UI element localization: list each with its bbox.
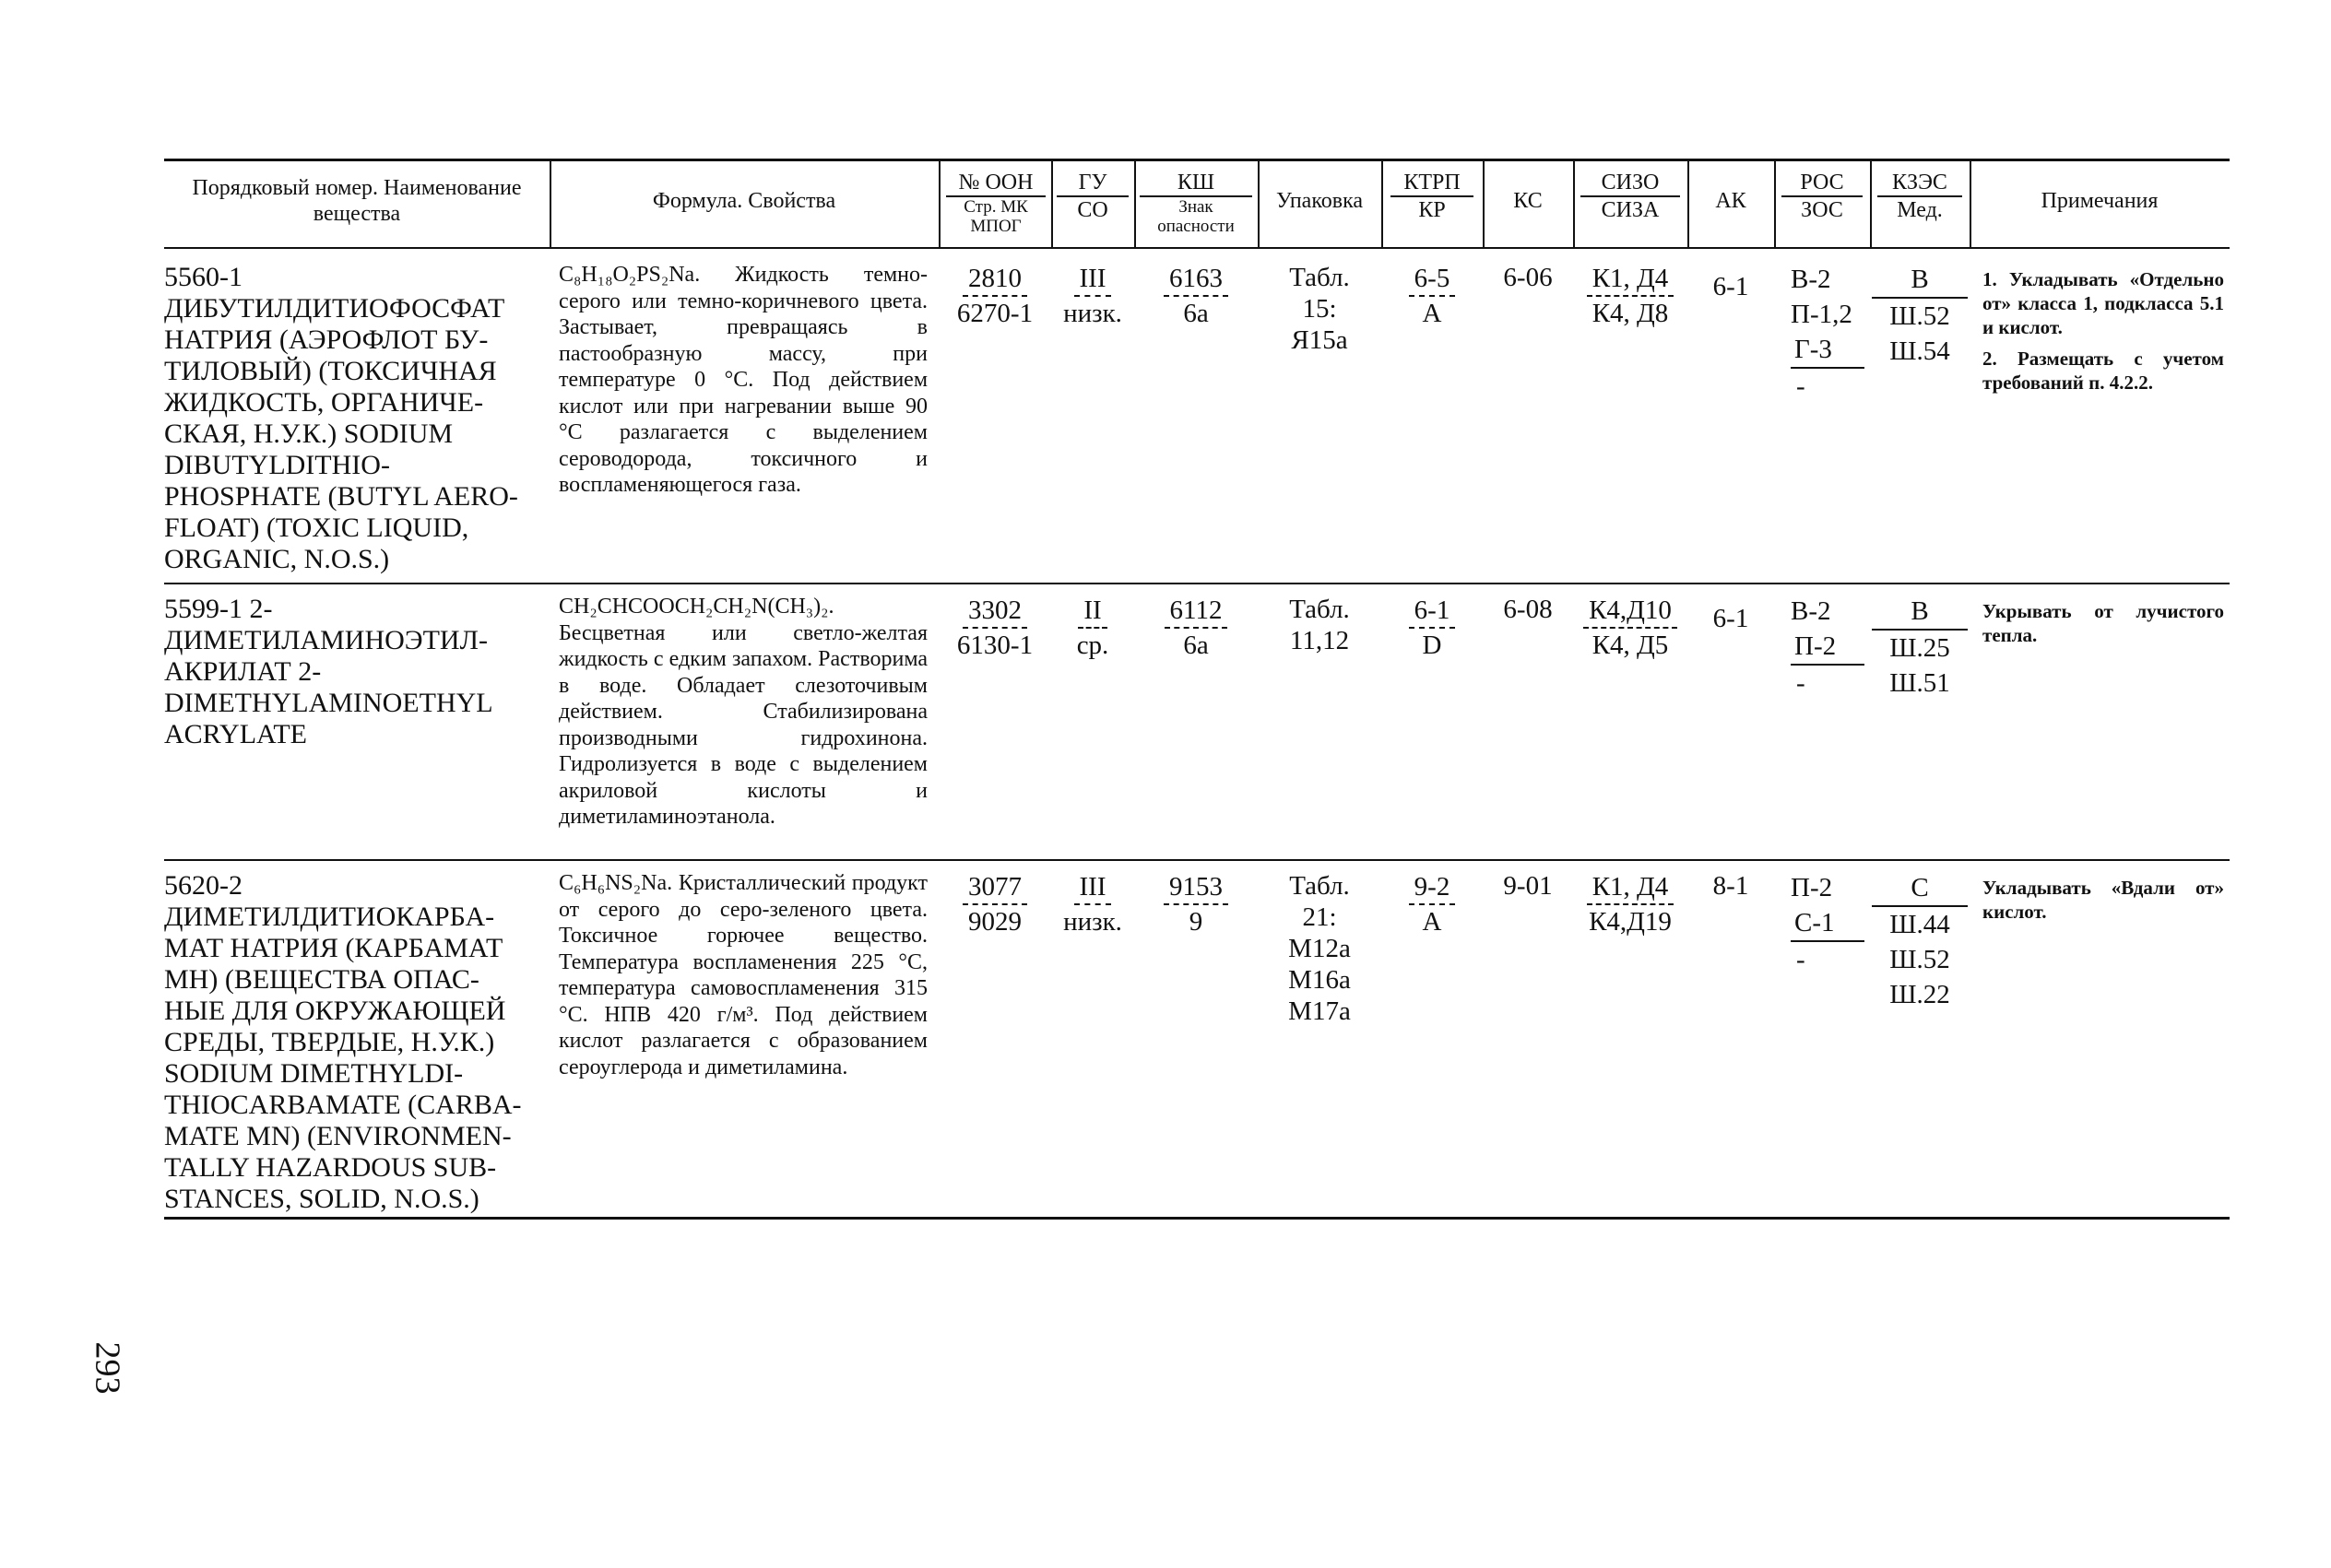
row-2-pack-line: 11,12: [1289, 626, 1350, 655]
row-1-note: 1. Укладывать «Отдельно от» класса 1, подкласса 5.1 и кислот.: [1982, 268, 2224, 338]
row-2-gu-bottom: ср.: [1076, 631, 1109, 660]
row-2-ros-line: П-2: [1791, 629, 1864, 666]
row-2-ros-line: В-2: [1791, 596, 1831, 626]
row-2-kzes-line: В: [1872, 594, 1968, 631]
row-3-pack-line: Табл.: [1289, 871, 1350, 901]
row-3-un: [941, 870, 1049, 938]
row-3-gu-bottom: низк.: [1063, 907, 1122, 937]
row-2-notes: [1982, 599, 2224, 654]
row-1-ros-line: В-2: [1791, 265, 1831, 294]
row-1-pack: [1258, 262, 1381, 356]
row-1-ksh-bottom: 6а: [1183, 299, 1209, 328]
row-3-kzes-line: Ш.52: [1889, 945, 1950, 974]
header-ros: [1781, 170, 1863, 223]
row-3-ros-line: -: [1796, 945, 1805, 974]
header-ktrp-top: КТРП: [1390, 170, 1473, 197]
row-2-ksh: [1134, 594, 1258, 662]
row-2-ak: 6-1: [1712, 604, 1749, 633]
row-3-kzes-line: С: [1872, 870, 1968, 907]
row-2-gu-top: II: [1078, 594, 1106, 629]
row-3-ksh: [1134, 870, 1258, 938]
row-2-name: 5599-1 2-ДИМЕТИЛАМИНОЭТИЛ-АКРИЛАТ 2-DIMETHYLAMINOETHYL ACRYLATE: [164, 594, 492, 749]
header-ks: КС: [1513, 189, 1543, 213]
header-ros-bottom: ЗОС: [1801, 198, 1843, 222]
header-ktrp-bottom: КР: [1418, 198, 1446, 222]
table-top-rule: [164, 159, 2230, 161]
row-1-ros-line: Г-3: [1791, 332, 1864, 369]
row-3-kzes: [1872, 870, 1968, 1012]
row-1-kzes-line: Ш.52: [1889, 301, 1950, 331]
row-1-sizo-top: К1, Д4: [1587, 262, 1674, 297]
row-3-ks: 9-01: [1503, 871, 1553, 901]
row-3-ros: [1791, 870, 1864, 977]
header-bottom-rule: [164, 247, 2230, 249]
column-separator: [1774, 159, 1776, 247]
header-kzes-top: КЗЭС: [1877, 170, 1962, 197]
row-3-pack-line: М16а: [1288, 965, 1351, 995]
row-1-sizo: [1573, 262, 1687, 330]
row-1-ros-line: П-1,2: [1791, 300, 1852, 329]
row-1-un: [941, 262, 1049, 330]
row-3-ktrp-top: 9-2: [1409, 870, 1456, 905]
header-name: Порядковый номер. Наименование вещества: [192, 176, 522, 226]
header-ak: АК: [1715, 189, 1746, 213]
header-un-number: № ООН: [946, 170, 1046, 197]
row-3-pack-line: М12а: [1288, 934, 1351, 963]
row-2-sizo-bottom: К4, Д5: [1591, 631, 1669, 660]
row-2-ktrp-bottom: D: [1422, 631, 1442, 660]
row-3-formula: C₆H₆NS₂Na. Кристаллический продукт от серого до серо-зеленого цвета. Токсичное горючее вещество. Температура воспламенения 225 °С, температура самовоспламенения 315 °С. НПВ 420 г/м³. Под действием кислот разлагается с образованием сероуглерода и диметиламина.: [559, 871, 928, 1079]
row-1-kzes-line: Ш.54: [1889, 336, 1950, 366]
row-3-gu: [1051, 870, 1134, 938]
row-1-sizo-bottom: К4, Д8: [1591, 299, 1669, 328]
row-divider: [164, 583, 2230, 584]
row-2-ksh-bottom: 6а: [1183, 631, 1209, 660]
row-1-ksh: [1134, 262, 1258, 330]
row-1-ktrp-bottom: А: [1422, 299, 1442, 328]
row-3-ktrp-bottom: А: [1422, 907, 1442, 937]
header-sizo: [1580, 170, 1680, 223]
column-separator: [1134, 159, 1136, 247]
row-3-ros-line: П-2: [1791, 873, 1833, 902]
table-bottom-rule: [164, 1217, 2230, 1220]
row-2-sizo-top: К4,Д10: [1583, 594, 1677, 629]
row-2-ros-line: -: [1796, 668, 1805, 698]
row-1-ak: 6-1: [1712, 272, 1749, 301]
row-3-ros-line: С-1: [1791, 905, 1864, 942]
row-3-un-page: 9029: [968, 907, 1022, 937]
header-gu: [1057, 170, 1129, 223]
row-1-un-number: 2810: [963, 262, 1027, 297]
header-un-page: Стр. МК МПОГ: [964, 197, 1028, 236]
row-3-ksh-bottom: 9: [1189, 907, 1203, 937]
row-3-sizo-bottom: К4,Д19: [1589, 907, 1672, 937]
row-divider: [164, 859, 2230, 861]
row-3-notes: [1982, 876, 2224, 931]
header-kzes: [1877, 170, 1962, 223]
header-ksh: [1140, 170, 1252, 236]
row-3-sizo-top: К1, Д4: [1587, 870, 1674, 905]
row-1-gu-bottom: низк.: [1063, 299, 1122, 328]
row-2-note: Укрывать от лучистого тепла.: [1982, 600, 2224, 646]
row-2-pack-line: Табл.: [1289, 595, 1350, 624]
row-1-kzes: [1872, 262, 1968, 369]
header-kzes-bottom: Мед.: [1897, 198, 1943, 222]
column-separator: [939, 159, 941, 247]
header-gu-top: ГУ: [1057, 170, 1129, 197]
header-formula: Формула. Свойства: [652, 189, 836, 213]
row-1-ktrp-top: 6-5: [1409, 262, 1456, 297]
column-separator: [1573, 159, 1575, 247]
row-1-name: 5560-1 ДИБУТИЛДИТИОФОСФАТ НАТРИЯ (АЭРОФЛОТ БУ-ТИЛОВЫЙ) (ТОКСИЧНАЯ ЖИДКОСТЬ, ОРГАНИЧЕ-СКАЯ, Н.У.К.) SODIUM DIBUTYLDITHIO-PHOSPHATE (BUTYL AERO-FLOAT) (TOXIC LIQUID, ORGANIC, N.O.S.): [164, 262, 518, 574]
row-2-ktrp: [1381, 594, 1483, 662]
header-ktrp: [1390, 170, 1473, 223]
row-1-gu: [1051, 262, 1134, 330]
row-3-pack-line: М17а: [1288, 996, 1351, 1026]
row-1-formula: C₈H₁₈O₂PS₂Na. Жидкость темно-серого или темно-коричневого цвета. Застывает, превращаясь в пастообразную массу, при температуре 0 °С. Под действием кислот или при нагревании выше 90 °С разлагается с выделением сероводорода, токсичного и воспламеняющегося газа.: [559, 263, 928, 497]
row-1-un-page: 6270-1: [956, 299, 1034, 328]
row-3-kzes-line: Ш.44: [1889, 910, 1950, 939]
row-3-kzes-line: Ш.22: [1889, 980, 1950, 1009]
row-3-name: 5620-2 ДИМЕТИЛДИТИОКАРБА-МАТ НАТРИЯ (КАРБАМАТ МН) (ВЕЩЕСТВА ОПАС-НЫЕ ДЛЯ ОКРУЖАЮЩЕЙ СРЕДЫ, ТВЕРДЫЕ, Н.У.К.) SODIUM DIMETHYLDI-THIOCARBAMATE (CARBA-MATE MN) (ENVIRONMEN-TALLY HAZARDOUS SUB-STANCES, SOLID, N.O.S.): [164, 870, 522, 1214]
column-separator: [1051, 159, 1053, 247]
header-sizo-top: СИЗО: [1580, 170, 1680, 197]
row-1-notes: [1982, 267, 2224, 402]
row-2-kzes-line: Ш.51: [1889, 668, 1950, 698]
row-2-kzes: [1872, 594, 1968, 701]
row-3-gu-top: III: [1074, 870, 1112, 905]
row-3-note: Укладывать «Вдали от» кислот.: [1982, 877, 2224, 923]
row-1-pack-line: 15:: [1302, 294, 1337, 324]
header-notes: Примечания: [2041, 189, 2159, 213]
header-ros-top: РОС: [1781, 170, 1863, 197]
header-pack: Упаковка: [1275, 189, 1364, 213]
row-3-ak: 8-1: [1712, 871, 1749, 901]
row-3-ktrp: [1381, 870, 1483, 938]
row-1-ros: [1791, 262, 1864, 404]
row-2-sizo: [1573, 594, 1687, 662]
row-1-gu-top: III: [1074, 262, 1112, 297]
header-sizo-bottom: СИЗА: [1601, 198, 1660, 222]
row-1-ktrp: [1381, 262, 1483, 330]
row-3-sizo: [1573, 870, 1687, 938]
row-1-pack-line: Табл.: [1289, 263, 1350, 292]
row-2-ks: 6-08: [1503, 595, 1553, 624]
row-2-un-number: 3302: [963, 594, 1027, 629]
row-2-kzes-line: Ш.25: [1889, 633, 1950, 663]
row-3-un-number: 3077: [963, 870, 1027, 905]
row-2-ros: [1791, 594, 1864, 701]
row-2-un-page: 6130-1: [956, 631, 1034, 660]
row-1-kzes-line: В: [1872, 262, 1968, 299]
row-1-note: 2. Размещать с учетом требований п. 4.2.2.: [1982, 348, 2224, 394]
row-2-un: [941, 594, 1049, 662]
row-2-pack: [1258, 594, 1381, 656]
header-ksh-bottom: Знак опасности: [1157, 197, 1235, 236]
row-2-ksh-top: 6112: [1165, 594, 1228, 629]
row-1-ros-line: -: [1796, 371, 1805, 401]
row-1-ksh-top: 6163: [1164, 262, 1228, 297]
row-3-pack: [1258, 870, 1381, 1027]
row-1-pack-line: Я15а: [1291, 325, 1348, 355]
header-un: [946, 170, 1046, 236]
row-1-ks: 6-06: [1503, 263, 1553, 292]
row-3-ksh-top: 9153: [1164, 870, 1228, 905]
header-gu-bottom: СО: [1077, 198, 1108, 222]
row-2-ktrp-top: 6-1: [1409, 594, 1456, 629]
row-3-pack-line: 21:: [1302, 902, 1337, 932]
header-ksh-top: КШ: [1140, 170, 1252, 197]
row-2-gu: [1051, 594, 1134, 662]
page-number: 293: [88, 1341, 127, 1395]
column-separator: [1381, 159, 1383, 247]
row-2-formula: CH₂CHCOOCH₂CH₂N(CH₃)₂. Бесцветная или светло-желтая жидкость с едким запахом. Растворима в воде. Обладает слезоточивым действием. Стабилизирована производными гидрохинона. Гидролизуется в воде с выделением акриловой кислоты и диметиламиноэтанола.: [559, 595, 928, 829]
column-separator: [1870, 159, 1872, 247]
